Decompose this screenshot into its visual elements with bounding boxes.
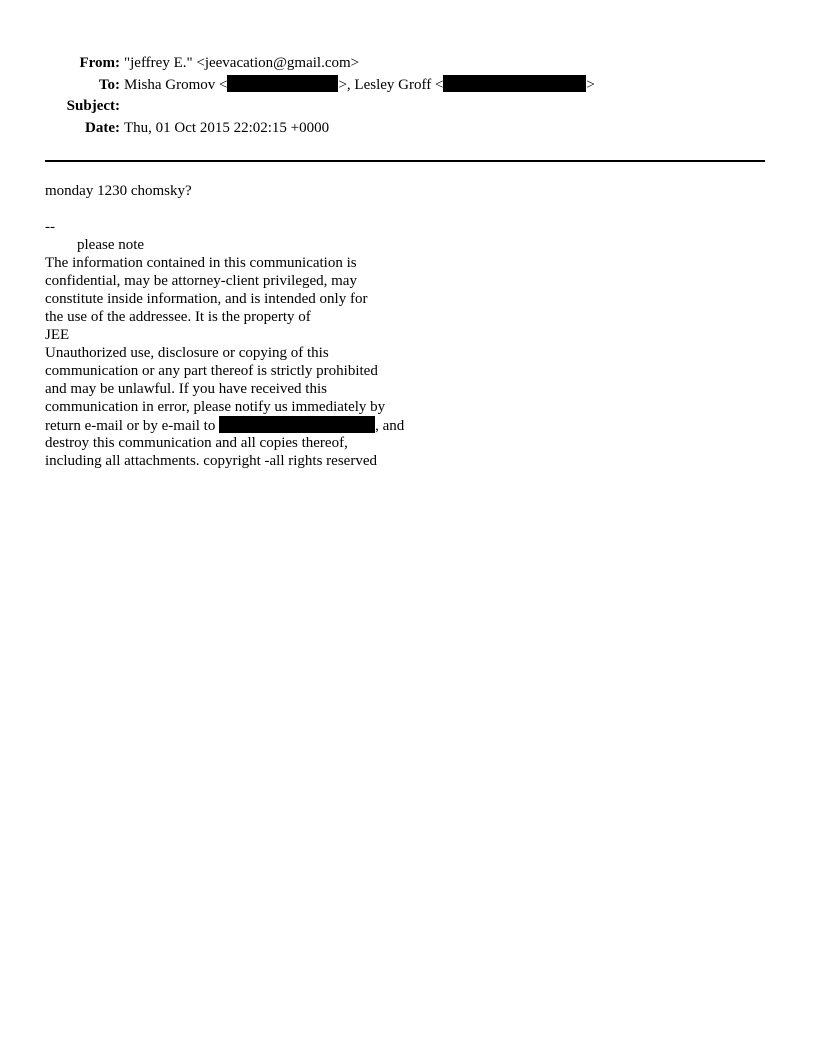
disclaimer-line: Unauthorized use, disclosure or copying of this [45,345,329,361]
disclaimer-line: communication in error, please notify us immediately by [45,399,386,415]
return-line-start: return e-mail or by e-mail to [45,418,220,434]
spacer [45,200,765,218]
disclaimer-line: the use of the addressee. It is the property of [45,309,311,325]
to-separator: >, Lesley Groff < [338,76,444,93]
disclaimer-line: The information contained in this communication is [45,255,357,271]
return-line-end: , and [375,418,405,434]
date-row [0,118,816,140]
disclaimer-line: communication or any part thereof is strictly prohibited [45,363,378,379]
to-row [0,75,816,97]
signature-separator: -- [45,219,55,235]
disclaimer-line: including all attachments. copyright -all rights reserved [45,453,377,469]
subject-label: Subject: [66,98,120,114]
from-value: "jeffrey E." <jeevacation@gmail.com> [124,55,360,71]
disclaimer-line: and may be unlawful. If you have received this [45,381,327,397]
date-label: Date: [85,119,120,136]
to-end: > [586,76,595,93]
disclaimer-line: JEE [45,327,70,343]
redaction-box [227,75,338,92]
email-body [45,182,765,470]
date-value: Thu, 01 Oct 2015 22:02:15 +0000 [124,119,330,136]
disclaimer-line: confidential, may be attorney-client privileged, may [45,273,357,289]
message-text: monday 1230 chomsky? [45,183,192,199]
redaction-box [219,416,375,433]
to-label: To: [98,76,120,93]
please-note-text: please note [77,237,145,253]
disclaimer-line: destroy this communication and all copies thereof, [45,435,348,451]
to-recipient-1: Misha Gromov < [124,76,228,93]
subject-row [0,96,816,118]
from-row [0,53,816,75]
disclaimer-line-return [45,416,765,434]
header-divider [45,160,765,162]
email-header [0,53,816,139]
redaction-box [443,75,586,92]
from-label: From: [79,55,120,71]
disclaimer-line: constitute inside information, and is intended only for [45,291,368,307]
to-value [124,75,595,97]
